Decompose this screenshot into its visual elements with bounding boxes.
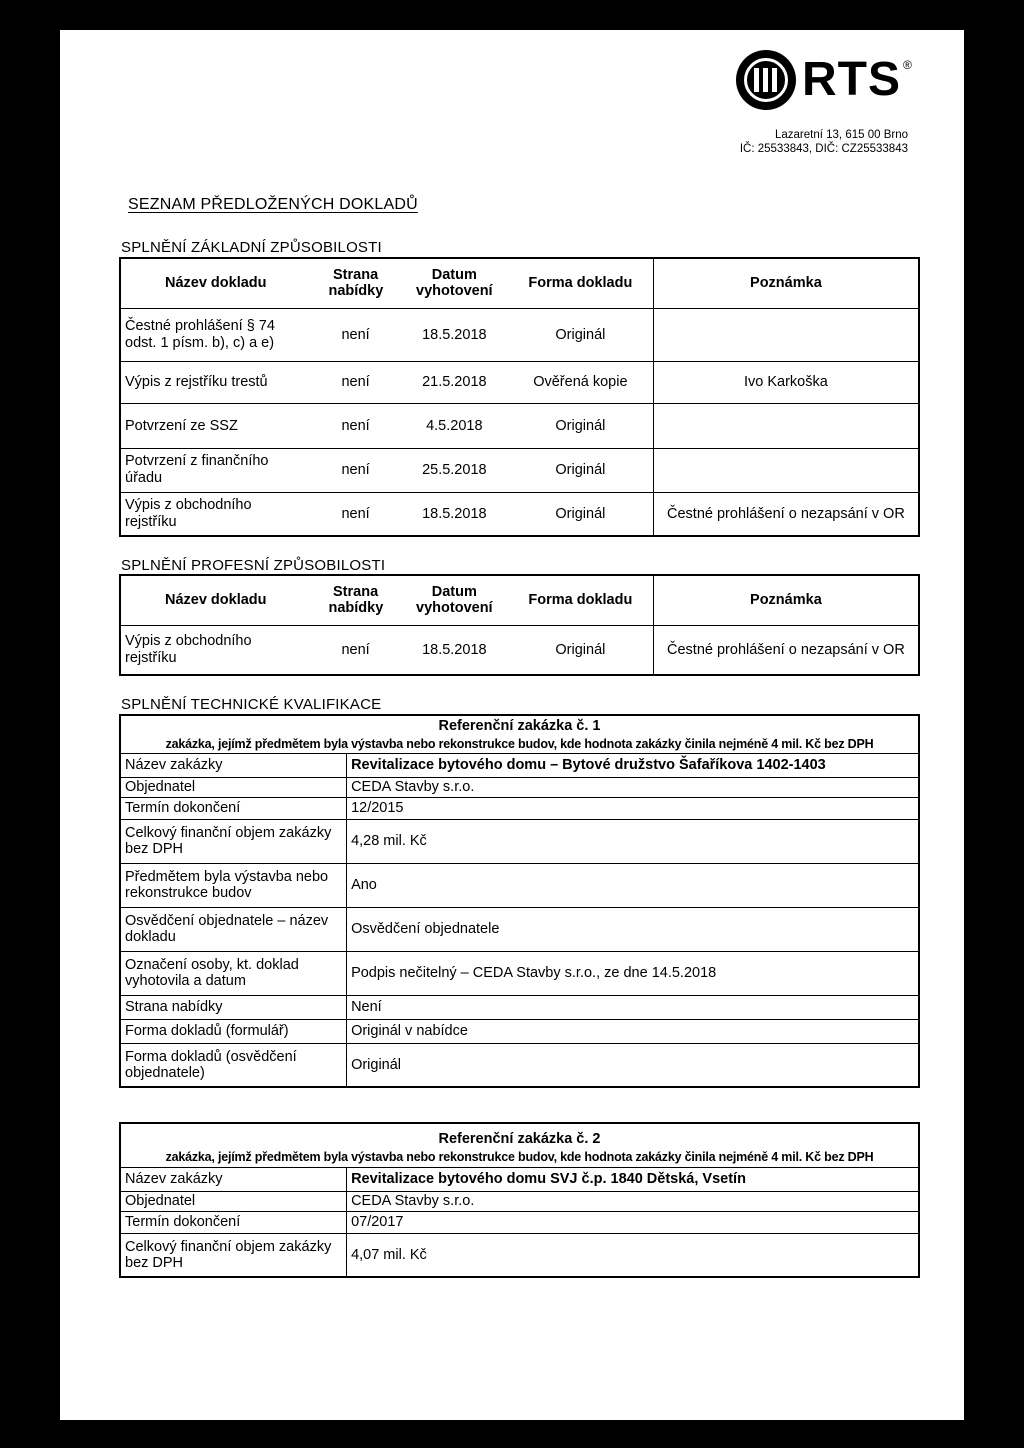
page-title: SEZNAM PŘEDLOŽENÝCH DOKLADŮ (128, 196, 418, 213)
section-heading-professional: SPLNĚNÍ PROFESNÍ ZPŮSOBILOSTI (121, 557, 386, 574)
table-row: Název zakázky Revitalizace bytového domu SVJ č.p. 1840 Dětská, Vsetín (120, 1167, 919, 1191)
col-header-form: Forma dokladu (508, 258, 653, 308)
table-row: Výpis z obchodního rejstříku není 18.5.2018 Originál Čestné prohlášení o nezapsání v OR (120, 625, 919, 675)
table-row: Celkový finanční objem zakázky bez DPH 4,07 mil. Kč (120, 1233, 919, 1277)
table-row: Objednatel CEDA Stavby s.r.o. (120, 777, 919, 797)
reference-1-title-row: Referenční zakázka č. 1 (438, 717, 601, 734)
col-header-note: Poznámka (653, 258, 919, 308)
table-row: Označení osoby, kt. doklad vyhotovila a datum Podpis nečitelný – CEDA Stavby s.r.o., ze dne 14.5.2018 (120, 951, 919, 995)
col-header-page: Strana nabídky (310, 575, 400, 625)
col-header-date: Datum vyhotovení (401, 575, 508, 625)
reference-2-title-row: Referenční zakázka č. 2 (438, 1131, 601, 1147)
table-row: Celkový finanční objem zakázky bez DPH 4,28 mil. Kč (120, 819, 919, 863)
company-ids: IČ: 25533843, DIČ: CZ25533843 (739, 143, 908, 155)
table-row: Osvědčení objednatele – název dokladu Osvědčení objednatele (120, 907, 919, 951)
table-row: Předmětem byla výstavba nebo rekonstrukce budov Ano (120, 863, 919, 907)
table-header-row (120, 575, 919, 625)
table-row: Potvrzení ze SSZ není 4.5.2018 Originál (120, 403, 919, 448)
table-row: Termín dokončení 12/2015 (120, 797, 919, 819)
col-header-form: Forma dokladu (508, 575, 653, 625)
table-header-row (120, 258, 919, 308)
reference-2-subtitle-row: zakázka, jejímž předmětem byla výstavba nebo rekonstrukce budov, kde hodnota zakázky činila nejméně 4 mil. Kč bez DPH (120, 1147, 919, 1167)
col-header-name: Název dokladu (120, 258, 310, 308)
col-header-name: Název dokladu (120, 575, 310, 625)
reference-2-table (119, 1122, 920, 1278)
table-row: Forma dokladů (osvědčení objednatele) Originál (120, 1043, 919, 1087)
company-address: Lazaretní 13, 615 00 Brno (775, 129, 908, 141)
company-logo (736, 50, 912, 110)
table-row: Výpis z obchodního rejstříku není 18.5.2018 Originál Čestné prohlášení o nezapsání v OR (120, 492, 919, 536)
table-row: Forma dokladů (formulář) Originál v nabídce (120, 1019, 919, 1043)
logo-text: RTS (802, 53, 901, 106)
logo-emblem-icon (736, 50, 796, 110)
professional-eligibility-table (119, 574, 920, 676)
section-heading-technical: SPLNĚNÍ TECHNICKÉ KVALIFIKACE (121, 696, 382, 713)
table-row: Termín dokončení 07/2017 (120, 1211, 919, 1233)
basic-eligibility-table (119, 257, 920, 537)
logo-registered-mark: ® (903, 58, 912, 72)
reference-1-table (119, 714, 920, 1088)
col-header-page: Strana nabídky (310, 258, 400, 308)
table-row: Objednatel CEDA Stavby s.r.o. (120, 1191, 919, 1211)
table-row: Čestné prohlášení § 74 odst. 1 písm. b), c) a e) není 18.5.2018 Originál (120, 308, 919, 361)
table-row: Potvrzení z finančního úřadu není 25.5.2018 Originál (120, 448, 919, 492)
table-row: Název zakázky Revitalizace bytového domu – Bytové družstvo Šafaříkova 1402-1403 (120, 753, 919, 777)
table-row: Výpis z rejstříku trestů není 21.5.2018 Ověřená kopie Ivo Karkoška (120, 361, 919, 403)
table-row: Strana nabídky Není (120, 995, 919, 1019)
col-header-date: Datum vyhotovení (401, 258, 508, 308)
section-heading-basic: SPLNĚNÍ ZÁKLADNÍ ZPŮSOBILOSTI (121, 239, 382, 256)
reference-1-subtitle-row: zakázka, jejímž předmětem byla výstavba nebo rekonstrukce budov, kde hodnota zakázky činila nejméně 4 mil. Kč bez DPH (120, 735, 919, 753)
col-header-note: Poznámka (653, 575, 919, 625)
